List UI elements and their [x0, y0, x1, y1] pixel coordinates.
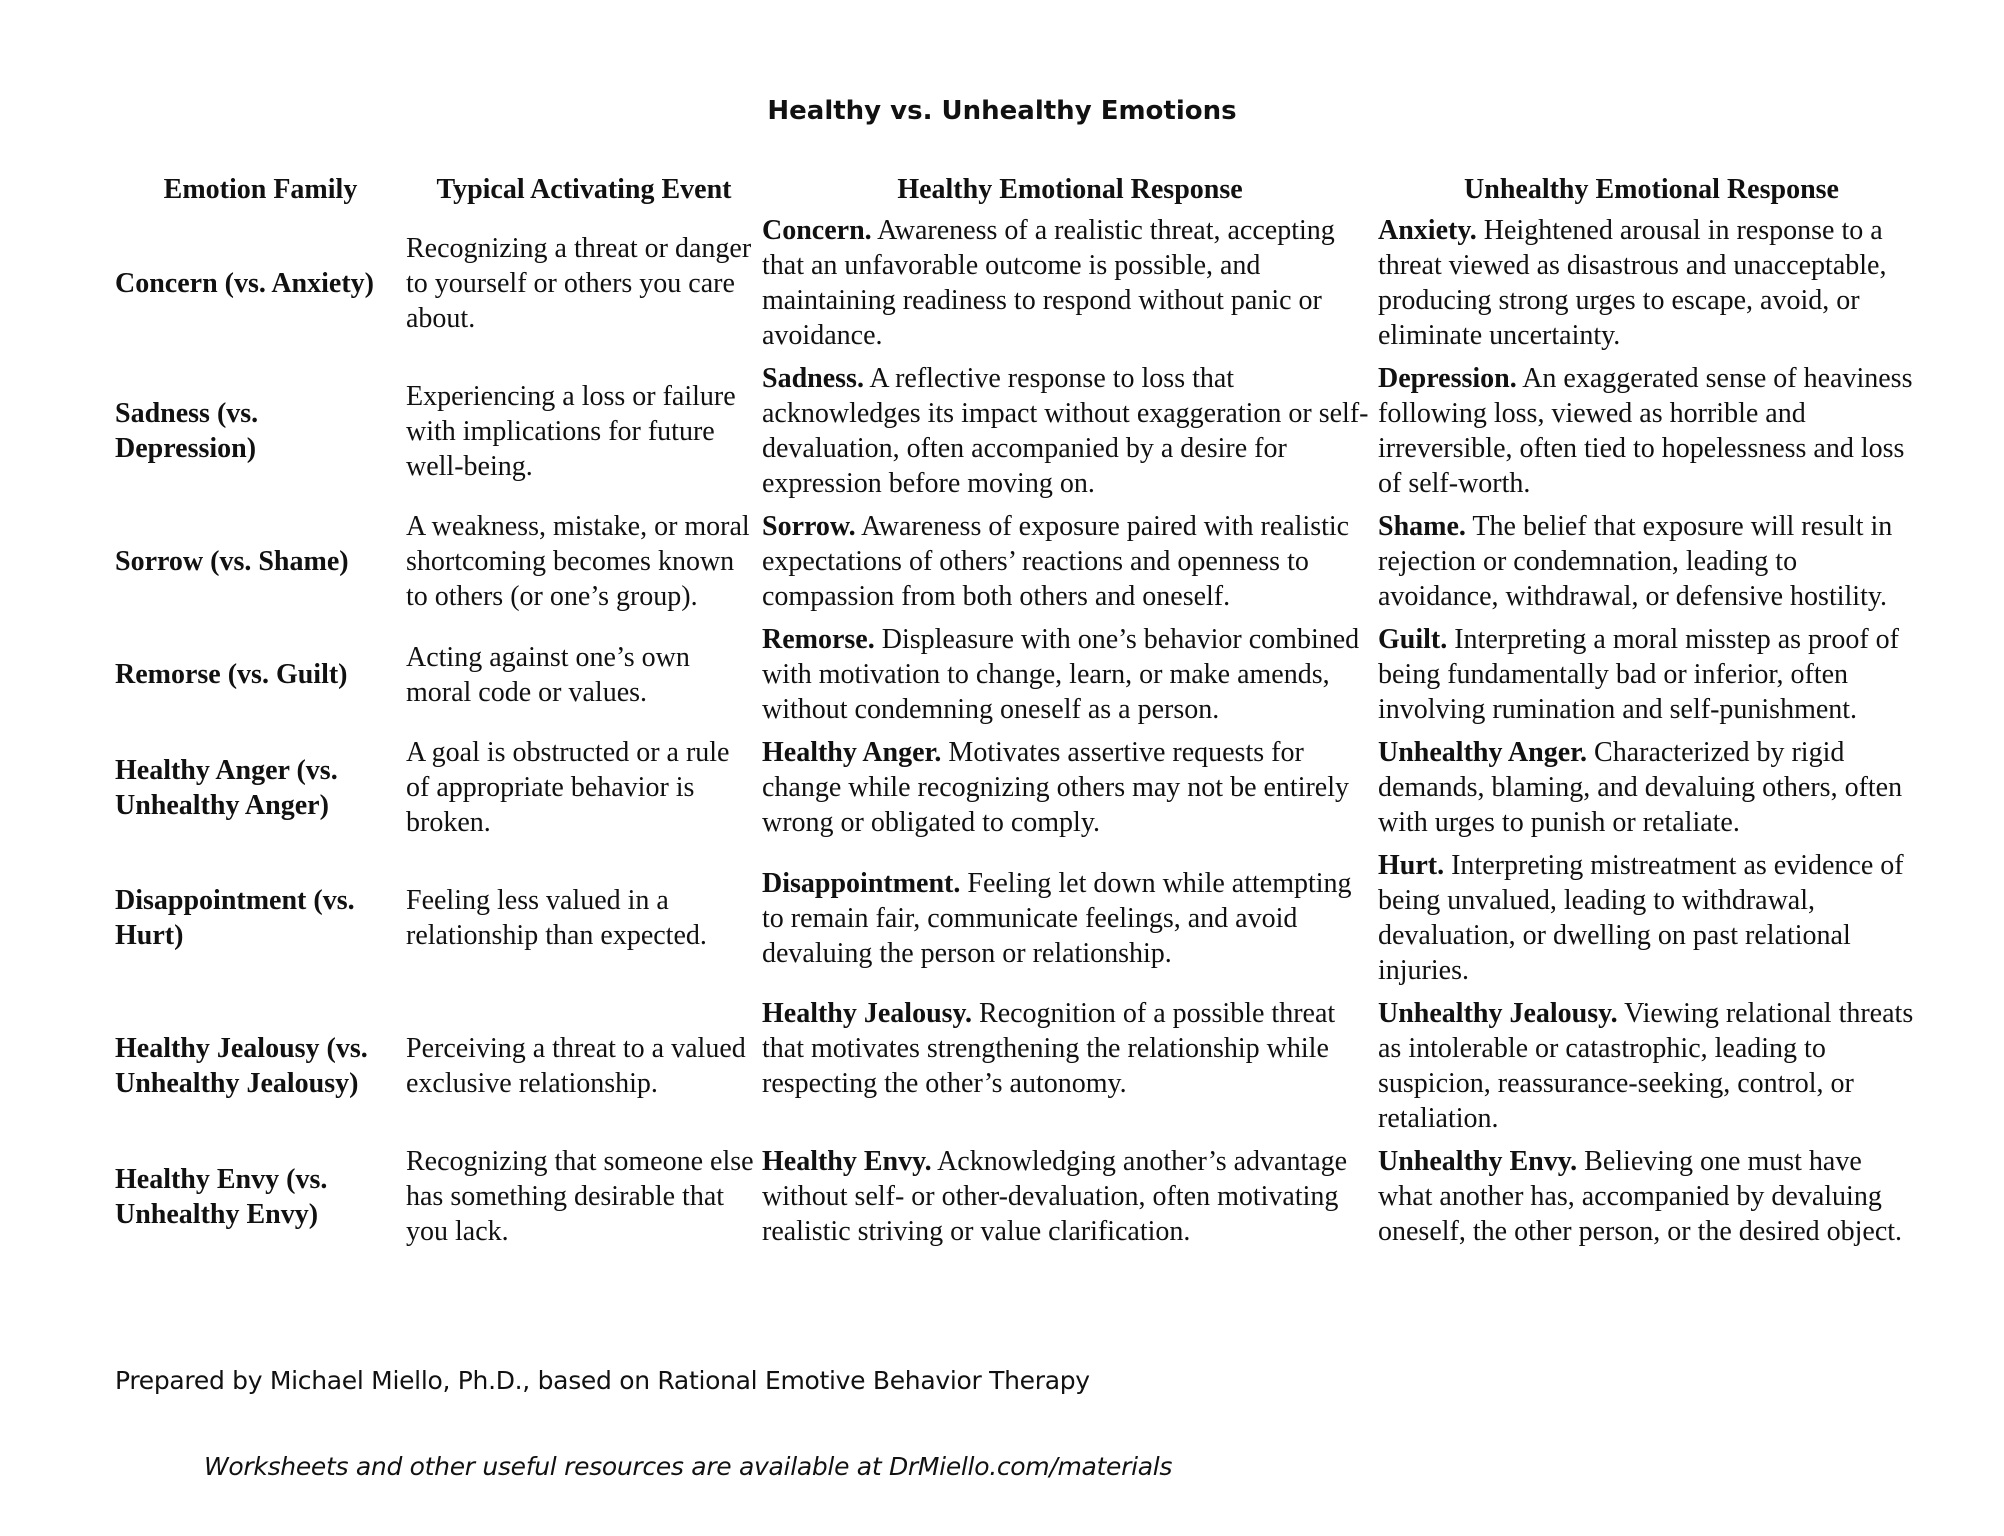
unhealthy-emotion-name: Shame.	[1378, 511, 1466, 542]
unhealthy-response-cell	[1378, 213, 1925, 361]
healthy-emotion-name: Healthy Envy.	[762, 1146, 932, 1177]
healthy-emotion-description: A reflective response to loss that acknowledges its impact without exaggeration or self-devaluation, often accompanied by a desire for expression before moving on.	[762, 363, 1369, 499]
unhealthy-emotion-description: Interpreting mistreatment as evidence of being unvalued, leading to withdrawal, devaluation, or dwelling on past relational injuries.	[1378, 850, 1904, 986]
healthy-emotion-description: Awareness of a realistic threat, accepting that an unfavorable outcome is possible, and maintaining readiness to respond without panic or avoidance.	[762, 215, 1335, 351]
unhealthy-response-cell	[1378, 509, 1925, 622]
unhealthy-response-cell	[1378, 361, 1925, 509]
healthy-emotion-name: Disappointment.	[762, 867, 961, 899]
unhealthy-emotion-description: An exaggerated sense of heaviness following loss, viewed as horrible and irreversible, often tied to hopelessness and loss of self-worth.	[1378, 363, 1913, 499]
healthy-emotion-description: Acknowledging another’s advantage without self- or other-devaluation, often motivating realistic striving or value clarification.	[762, 1146, 1348, 1247]
unhealthy-emotion-description: Characterized by rigid demands, blaming, and devaluing others, often with urges to punish or retaliate.	[1378, 737, 1903, 838]
unhealthy-emotion-name: Anxiety.	[1378, 215, 1477, 246]
activating-event-cell: A goal is obstructed or a rule of appropriate behavior is broken.	[406, 737, 730, 838]
activating-event-cell: A weakness, mistake, or moral shortcoming becomes known to others (or one’s group).	[406, 511, 750, 612]
emotion-family-cell: Healthy Jealousy (vs. Unhealthy Jealousy)	[115, 1033, 368, 1099]
healthy-emotion-description: Feeling let down while attempting to remain fair, communicate feelings, and avoid devaluing the person or relationship.	[762, 867, 1352, 969]
healthy-response-cell	[762, 622, 1378, 735]
table-row	[115, 361, 1925, 509]
unhealthy-response-cell	[1378, 1144, 1925, 1257]
table-row	[115, 735, 1925, 848]
unhealthy-emotion-description: Viewing relational threats as intolerable or catastrophic, leading to suspicion, reassurance-seeking, control, or retaliation.	[1378, 998, 1914, 1134]
unhealthy-emotion-name: Guilt.	[1378, 624, 1448, 655]
healthy-emotion-name: Remorse.	[762, 624, 875, 655]
activating-event-cell: Feeling less valued in a relationship than expected.	[406, 885, 707, 951]
healthy-response-cell	[762, 735, 1378, 848]
unhealthy-emotion-description: Interpreting a moral misstep as proof of being fundamentally bad or inferior, often involving rumination and self-punishment.	[1378, 624, 1899, 725]
unhealthy-emotion-name: Unhealthy Jealousy.	[1378, 998, 1618, 1029]
activating-event-cell: Recognizing a threat or danger to yourself or others you care about.	[406, 232, 752, 334]
healthy-emotion-name: Sadness.	[762, 363, 864, 394]
healthy-emotion-description: Recognition of a possible threat that motivates strengthening the relationship while respecting the other’s autonomy.	[762, 998, 1336, 1099]
unhealthy-emotion-name: Depression.	[1378, 363, 1517, 394]
unhealthy-emotion-description: The belief that exposure will result in rejection or condemnation, leading to avoidance, withdrawal, or defensive hostility.	[1378, 511, 1893, 612]
healthy-emotion-description: Awareness of exposure paired with realistic expectations of others’ reactions and openness to compassion from both others and oneself.	[762, 511, 1350, 612]
healthy-emotion-name: Healthy Anger.	[762, 737, 942, 768]
healthy-response-cell	[762, 996, 1378, 1144]
emotion-family-cell: Sadness (vs. Depression)	[115, 398, 259, 464]
emotion-family-cell: Disappointment (vs. Hurt)	[115, 885, 355, 951]
unhealthy-emotion-name: Unhealthy Envy.	[1378, 1146, 1578, 1177]
emotion-family-cell: Sorrow (vs. Shame)	[115, 546, 349, 577]
activating-event-cell: Recognizing that someone else has something desirable that you lack.	[406, 1146, 754, 1247]
healthy-emotion-description: Motivates assertive requests for change while recognizing others may not be entirely wrong or obligated to comply.	[762, 737, 1350, 838]
emotion-family-cell: Concern (vs. Anxiety)	[115, 267, 374, 299]
table-row	[115, 1144, 1925, 1257]
header-unhealthy-response: Unhealthy Emotional Response	[1464, 174, 1839, 205]
header-emotion-family: Emotion Family	[163, 174, 358, 205]
prepared-by-note: Prepared by Michael Miello, Ph.D., based on Rational Emotive Behavior Therapy	[115, 1366, 1090, 1395]
emotion-family-cell: Healthy Envy (vs. Unhealthy Envy)	[115, 1163, 328, 1230]
emotion-family-cell: Healthy Anger (vs. Unhealthy Anger)	[115, 754, 338, 821]
table-row	[115, 509, 1925, 622]
resources-note: Worksheets and other useful resources are available at DrMiello.com/materials	[204, 1452, 1173, 1481]
unhealthy-emotion-name: Unhealthy Anger.	[1378, 737, 1588, 768]
emotion-family-cell: Remorse (vs. Guilt)	[115, 659, 348, 690]
table-row	[115, 848, 1925, 996]
header-activating-event: Typical Activating Event	[436, 174, 732, 205]
healthy-emotion-name: Sorrow.	[762, 511, 856, 542]
healthy-emotion-name: Healthy Jealousy.	[762, 998, 973, 1029]
healthy-response-cell	[762, 848, 1378, 996]
activating-event-cell: Experiencing a loss or failure with implications for future well-being.	[406, 380, 736, 482]
unhealthy-response-cell	[1378, 622, 1925, 735]
healthy-emotion-name: Concern.	[762, 215, 872, 246]
document-title: Healthy vs. Unhealthy Emotions	[767, 96, 1237, 126]
header-healthy-response: Healthy Emotional Response	[897, 174, 1243, 205]
table-header-row	[115, 172, 1925, 213]
healthy-response-cell	[762, 1144, 1378, 1257]
unhealthy-response-cell	[1378, 735, 1925, 848]
unhealthy-emotion-description: Heightened arousal in response to a threat viewed as disastrous and unacceptable, producing strong urges to escape, avoid, or eliminate uncertainty.	[1378, 215, 1887, 351]
activating-event-cell: Perceiving a threat to a valued exclusive relationship.	[406, 1033, 746, 1099]
table-row	[115, 996, 1925, 1144]
unhealthy-response-cell	[1378, 848, 1925, 996]
healthy-response-cell	[762, 361, 1378, 509]
activating-event-cell: Acting against one’s own moral code or values.	[406, 641, 690, 708]
healthy-response-cell	[762, 213, 1378, 361]
unhealthy-response-cell	[1378, 996, 1925, 1144]
unhealthy-emotion-description: Believing one must have what another has, accompanied by devaluing oneself, the other person, or the desired object.	[1378, 1146, 1903, 1247]
healthy-response-cell	[762, 509, 1378, 622]
emotions-table	[115, 172, 1925, 1257]
unhealthy-emotion-name: Hurt.	[1378, 850, 1445, 881]
table-row	[115, 622, 1925, 735]
table-row	[115, 213, 1925, 361]
healthy-emotion-description: Displeasure with one’s behavior combined with motivation to change, learn, or make amends, without condemning oneself as a person.	[762, 624, 1360, 725]
